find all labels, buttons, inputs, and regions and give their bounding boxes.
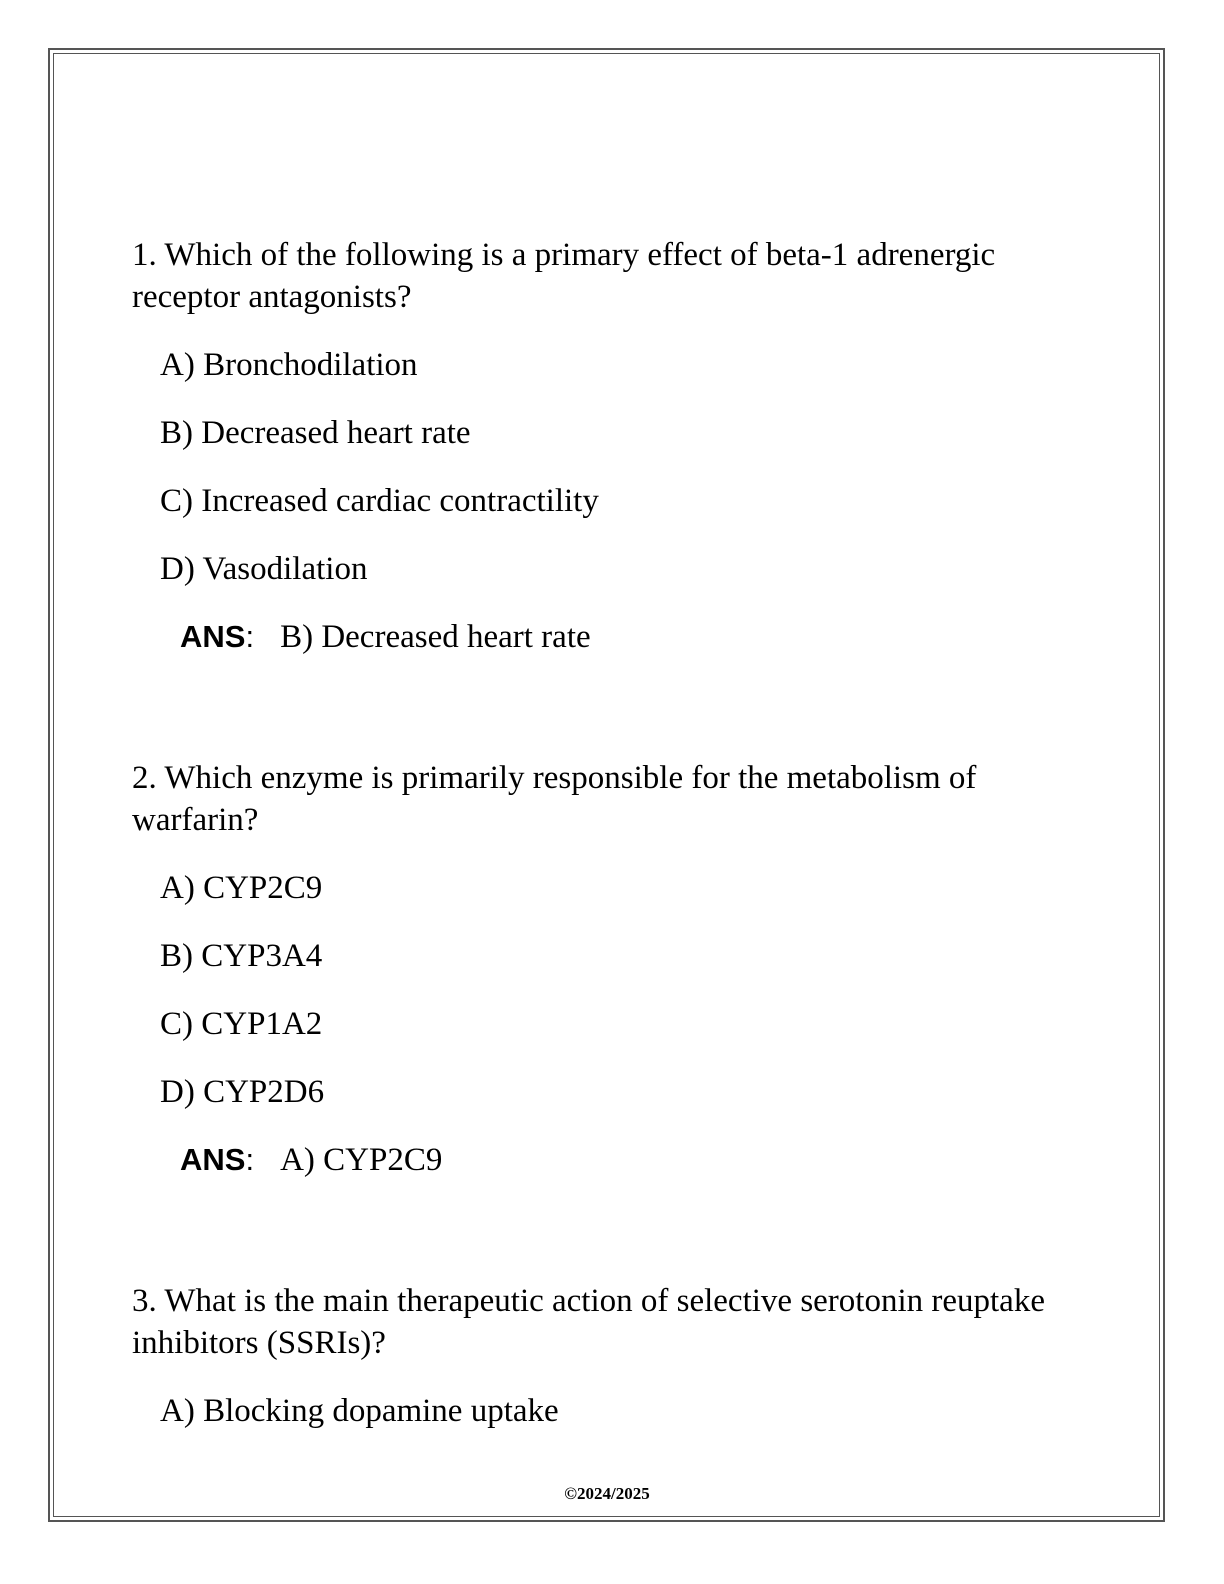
answer-label: ANS [180, 619, 246, 654]
question-2 [132, 757, 1092, 1181]
question-1 [132, 234, 1092, 658]
question-2-answer [180, 1139, 1092, 1181]
question-2-option-d: D) CYP2D6 [160, 1074, 325, 1110]
question-1-option-a: A) Bronchodilation [160, 347, 418, 383]
answer-colon: : [245, 1142, 255, 1177]
answer-label: ANS [180, 1142, 246, 1177]
page-footer-copyright: ©2024/2025 [564, 1484, 650, 1503]
question-1-option-d: D) Vasodilation [160, 551, 368, 587]
answer-value: A) CYP2C9 [280, 1142, 443, 1178]
question-2-option-c: C) CYP1A2 [160, 1006, 323, 1042]
question-1-option-b: B) Decreased heart rate [160, 415, 471, 451]
question-3-option-a: A) Blocking dopamine uptake [160, 1393, 559, 1429]
question-1-text: 1. Which of the following is a primary effect of beta-1 adrenergic receptor antagonists? [132, 237, 996, 315]
question-2-options [132, 867, 1092, 1113]
question-3-options [132, 1390, 1092, 1432]
question-1-answer [180, 616, 1092, 658]
question-3-text: 3. What is the main therapeutic action of selective serotonin reuptake inhibitors (SSRIs)? [132, 1283, 1045, 1361]
question-3 [132, 1280, 1092, 1432]
answer-colon: : [245, 619, 255, 654]
question-2-option-a: A) CYP2C9 [160, 870, 323, 906]
question-1-options [132, 344, 1092, 590]
question-1-option-c: C) Increased cardiac contractility [160, 483, 599, 519]
answer-value: B) Decreased heart rate [280, 619, 591, 655]
question-2-option-b: B) CYP3A4 [160, 938, 323, 974]
question-2-text: 2. Which enzyme is primarily responsible for the metabolism of warfarin? [132, 760, 977, 838]
